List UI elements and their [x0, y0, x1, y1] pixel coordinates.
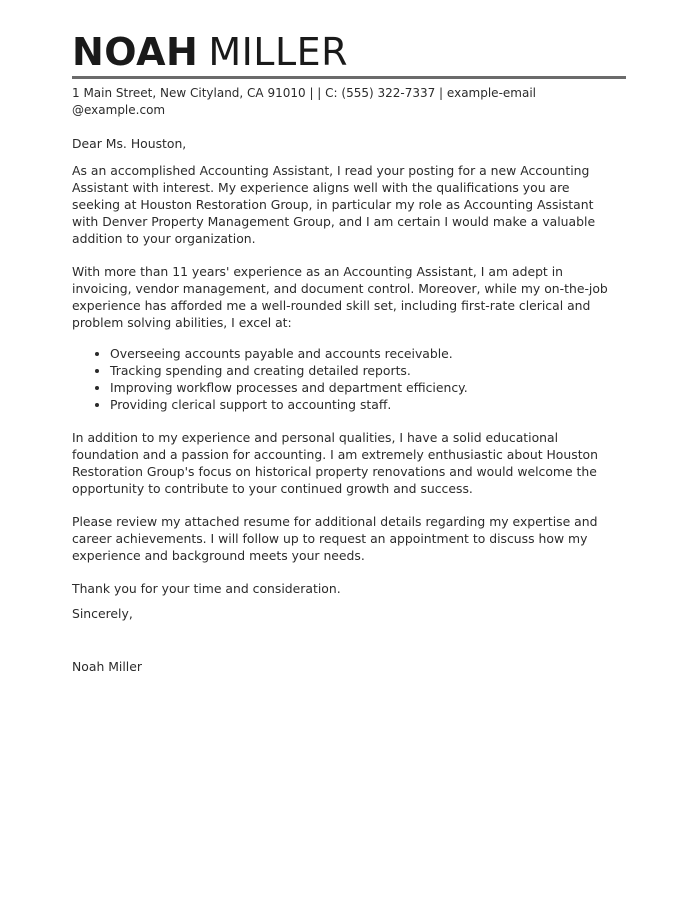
- paragraph-intro: As an accomplished Accounting Assistant, I read your posting for a new Accounting Assistant with interest. My experience aligns well with the qualifications you are seeking at Houston Restoration Group, in particular my role as Accounting Assistant with Denver Property Management Group, and I am certain I would make a valuable addition to your organization.: [72, 163, 596, 246]
- letter-body: [72, 135, 628, 675]
- list-item: • Providing clerical support to accounting staff.: [110, 396, 628, 413]
- contact-info: 1 Main Street, New Cityland, CA 91010 | | C: (555) 322-7337 | example-email@example.com: [72, 86, 536, 117]
- signature-name: Noah Miller: [72, 659, 142, 674]
- list-item: • Improving workflow processes and department efficiency.: [110, 379, 628, 396]
- applicant-name: [72, 30, 628, 74]
- salutation: Dear Ms. Houston,: [72, 136, 187, 151]
- thanks-line: Thank you for your time and consideration.: [72, 581, 341, 596]
- header-divider: [72, 76, 626, 79]
- list-item: • Tracking spending and creating detailed reports.: [110, 362, 628, 379]
- paragraph-education: In addition to my experience and personal qualities, I have a solid educational foundation and a passion for accounting. I am extremely enthusiastic about Houston Restoration Group's focus on historical property renovations and would welcome the opportunity to contribute to your continued growth and success.: [72, 430, 598, 496]
- cover-letter-page: [72, 30, 628, 675]
- paragraph-experience: With more than 11 years' experience as an Accounting Assistant, I am adept in invoicing, vendor management, and document control. Moreover, while my on-the-job experience has afforded me a well-rounded skill set, including first-rate clerical and problem solving abilities, I excel at:: [72, 264, 608, 330]
- paragraph-followup: Please review my attached resume for additional details regarding my expertise and career achievements. I will follow up to request an appointment to discuss how my experience and background meets your needs.: [72, 514, 598, 563]
- list-item: • Overseeing accounts payable and accounts receivable.: [110, 345, 628, 362]
- last-name: MILLER: [208, 30, 349, 74]
- closing-line: Sincerely,: [72, 606, 133, 621]
- skills-list: [72, 345, 628, 413]
- first-name: NOAH: [72, 30, 199, 74]
